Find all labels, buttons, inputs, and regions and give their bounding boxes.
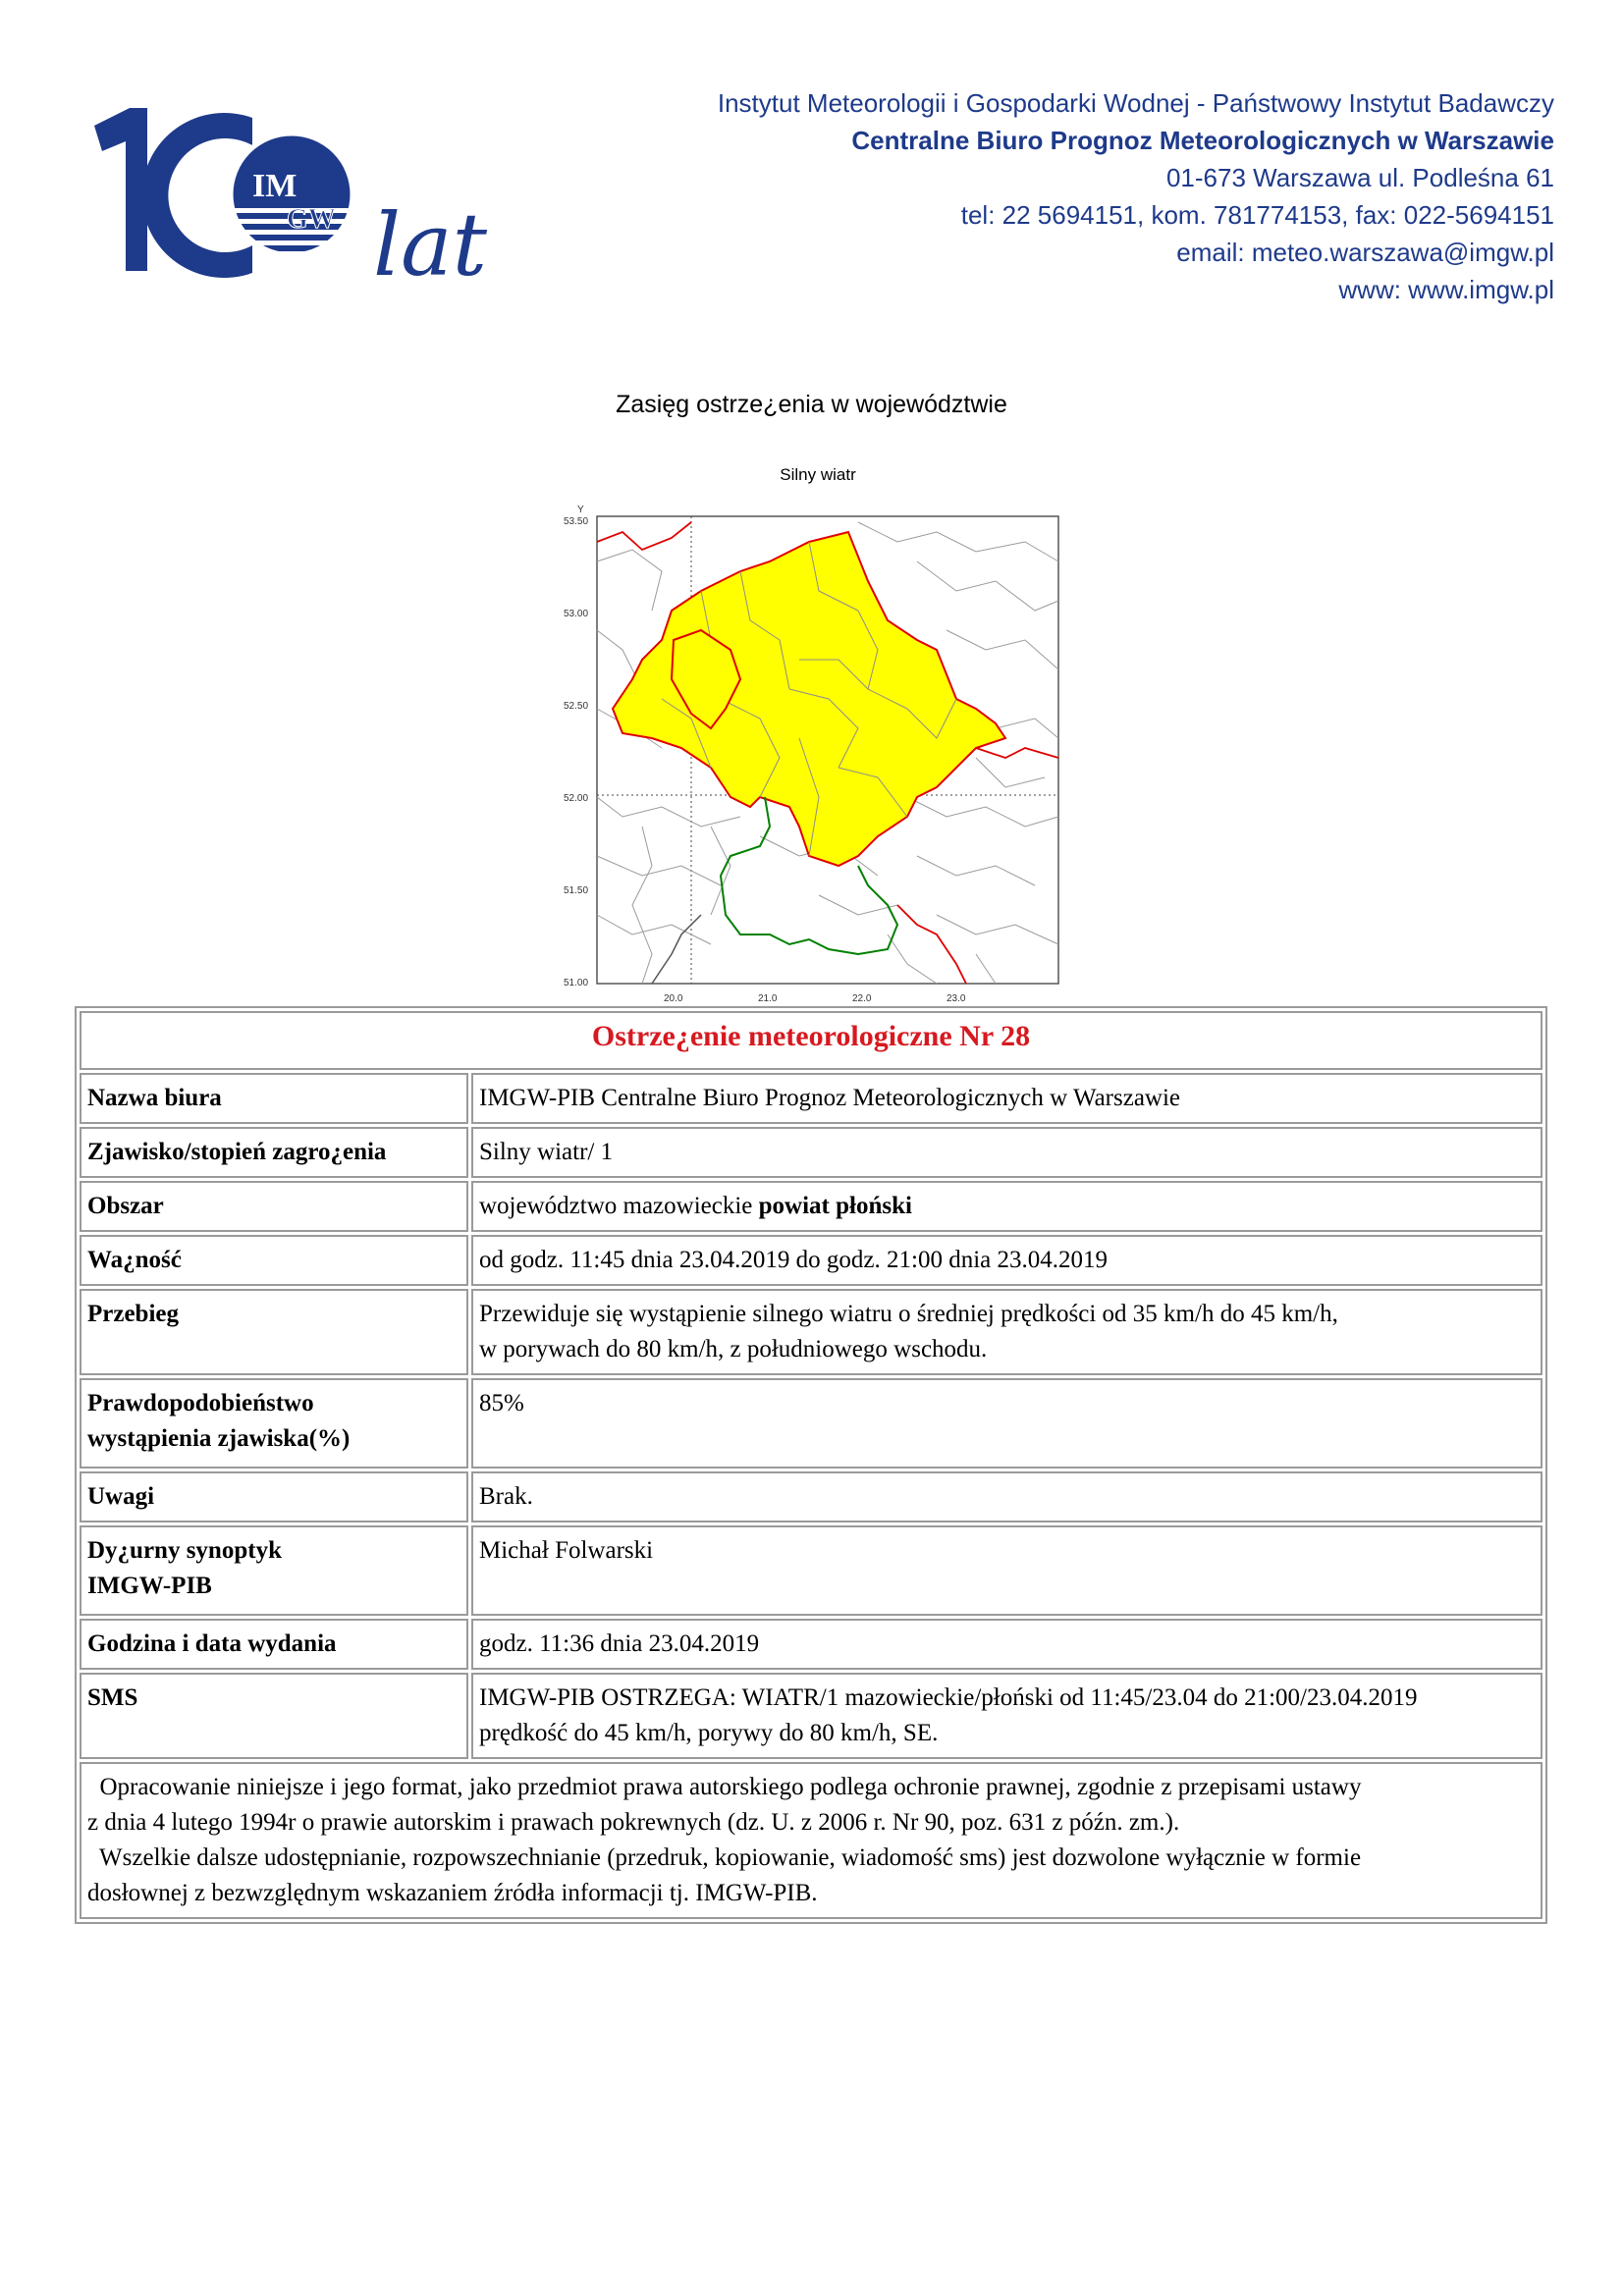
row-label xyxy=(80,1378,468,1468)
row-label-line: IMGW-PIB xyxy=(87,1573,212,1599)
row-label: Uwagi xyxy=(80,1471,468,1522)
row-value: Silny wiatr/ 1 xyxy=(471,1127,1542,1178)
institute-header xyxy=(592,84,1554,308)
map-x-tick: 20.0 xyxy=(664,993,683,1004)
copyright-line: Opracowanie niniejsze i jego format, jako przedmiot prawa autorskiego podlega ochronie prawnej, zgodnie z przepisami ustawy xyxy=(87,1774,1362,1800)
table-row xyxy=(80,1525,1542,1616)
copyright-line: dosłownej z bezwzględnym wskazaniem źródła informacji tj. IMGW-PIB. xyxy=(87,1880,818,1906)
area-voivodeship: województwo mazowieckie xyxy=(479,1193,759,1219)
logo-gw-text: GW xyxy=(287,204,336,235)
warning-table xyxy=(75,1006,1547,1924)
row-value-line: w porywach do 80 km/h, z południowego wschodu. xyxy=(479,1336,988,1362)
map-axis-y-label: Y xyxy=(577,505,584,515)
table-row xyxy=(80,1235,1542,1286)
warning-title: Ostrze¿enie meteorologiczne Nr 28 xyxy=(80,1011,1542,1070)
email[interactable]: email: meteo.warszawa@imgw.pl xyxy=(1176,238,1554,267)
logo-im-text: IM xyxy=(252,168,298,204)
row-label-line: Prawdopodobieństwo xyxy=(87,1390,314,1416)
map-y-tick: 51.00 xyxy=(564,978,589,988)
row-value: od godz. 11:45 dnia 23.04.2019 do godz. 21:00 dnia 23.04.2019 xyxy=(471,1235,1542,1286)
table-row xyxy=(80,1619,1542,1670)
row-label: Nazwa biura xyxy=(80,1073,468,1124)
table-row xyxy=(80,1073,1542,1124)
row-value-line: prędkość do 45 km/h, porywy do 80 km/h, SE. xyxy=(479,1720,939,1746)
row-label xyxy=(80,1525,468,1616)
copyright-notice xyxy=(80,1762,1542,1919)
map-y-tick: 51.50 xyxy=(564,885,589,896)
imgw-100-lat-logo xyxy=(90,98,503,295)
map-x-tick: 21.0 xyxy=(758,993,778,1004)
map-x-tick: 22.0 xyxy=(852,993,872,1004)
map-caption: Zasięg ostrze¿enia w województwie xyxy=(616,391,1007,418)
map-y-tick: 53.50 xyxy=(564,516,589,527)
row-value-line: Przewiduje się wystąpienie silnego wiatru o średniej prędkości od 35 km/h do 45 km/h, xyxy=(479,1301,1338,1327)
table-row xyxy=(80,1378,1542,1468)
map-subtitle: Silny wiatr xyxy=(780,465,856,484)
row-value: IMGW-PIB Centralne Biuro Prognoz Meteorologicznych w Warszawie xyxy=(471,1073,1542,1124)
phone-numbers: tel: 22 5694151, kom. 781774153, fax: 022-5694151 xyxy=(960,200,1554,230)
row-label: SMS xyxy=(80,1673,468,1759)
row-value: Michał Folwarski xyxy=(471,1525,1542,1616)
map-y-tick: 52.50 xyxy=(564,701,589,712)
table-row xyxy=(80,1181,1542,1232)
logo-lat-text: lat xyxy=(373,194,487,295)
map-y-tick: 52.00 xyxy=(564,793,589,804)
row-label: Godzina i data wydania xyxy=(80,1619,468,1670)
row-value xyxy=(471,1673,1542,1759)
row-value xyxy=(471,1289,1542,1375)
table-row xyxy=(80,1673,1542,1759)
row-value xyxy=(471,1181,1542,1232)
office-name: Centralne Biuro Prognoz Meteorologicznych w Warszawie xyxy=(851,126,1554,155)
row-label-line: Dy¿urny synoptyk xyxy=(87,1537,282,1564)
copyright-line: z dnia 4 lutego 1994r o prawie autorskim i prawach pokrewnych (dz. U. z 2006 r. Nr 90, poz. 631 z późn. zm.). xyxy=(87,1809,1180,1836)
address: 01-673 Warszawa ul. Podleśna 61 xyxy=(1165,163,1554,192)
table-row xyxy=(80,1127,1542,1178)
row-value-line: IMGW-PIB OSTRZEGA: WIATR/1 mazowieckie/płoński od 11:45/23.04 do 21:00/23.04.2019 xyxy=(479,1684,1418,1711)
copyright-line: Wszelkie dalsze udostępnianie, rozpowszechnianie (przedruk, kopiowanie, wiadomość sms) jest dozwolone wyłącznie w formie xyxy=(87,1844,1362,1871)
map-y-tick: 53.00 xyxy=(564,609,589,619)
row-value: 85% xyxy=(471,1378,1542,1468)
row-value: Brak. xyxy=(471,1471,1542,1522)
row-label: Obszar xyxy=(80,1181,468,1232)
table-row xyxy=(80,1471,1542,1522)
website[interactable]: www: www.imgw.pl xyxy=(1338,275,1554,304)
table-row xyxy=(80,1289,1542,1375)
row-value: godz. 11:36 dnia 23.04.2019 xyxy=(471,1619,1542,1670)
warning-map xyxy=(564,503,1064,1004)
row-label-line: wystąpienia zjawiska(%) xyxy=(87,1425,351,1452)
area-district: powiat płoński xyxy=(758,1193,912,1219)
map-x-tick: 23.0 xyxy=(947,993,966,1004)
row-label: Zjawisko/stopień zagro¿enia xyxy=(80,1127,468,1178)
row-label: Wa¿ność xyxy=(80,1235,468,1286)
row-label: Przebieg xyxy=(80,1289,468,1375)
institute-name: Instytut Meteorologii i Gospodarki Wodnej - Państwowy Instytut Badawczy xyxy=(717,88,1554,118)
